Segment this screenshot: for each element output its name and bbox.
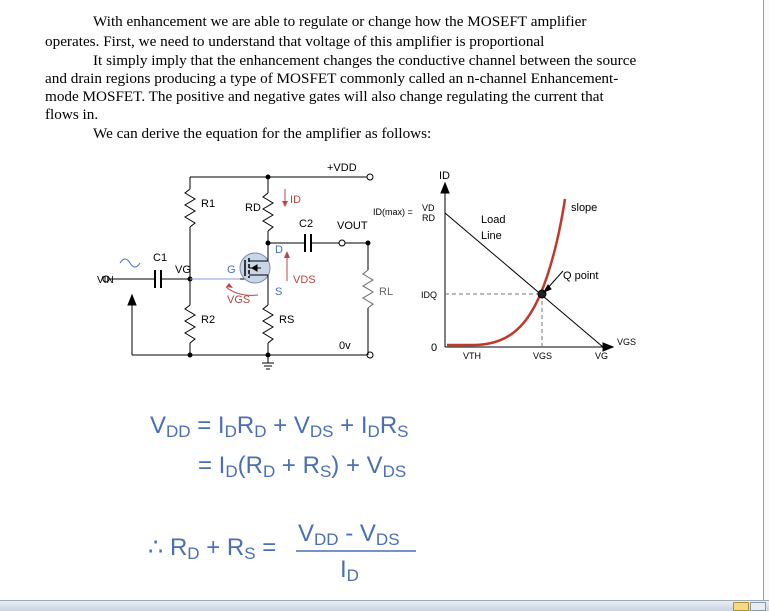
frac-denominator: RD (422, 213, 435, 223)
c1-label: C1 (153, 252, 168, 264)
equation-numerator: VDD - VDS (298, 520, 400, 549)
q-point-label: Q point (563, 270, 599, 282)
load-line-label: Line (481, 230, 502, 242)
paragraph-line: and drain regions producing a type of MOSFET commonly called an n-channel Enhancement- (45, 70, 619, 87)
rl-label: RL (379, 286, 394, 298)
frac-numerator: VD (422, 203, 435, 213)
paragraph-line: operates. First, we need to understand that voltage of this amplifier is proportional (45, 33, 545, 50)
equation-denominator: ID (340, 556, 359, 585)
vin-label: VIN (97, 275, 114, 286)
paragraph-line: It simply imply that the enhancement changes the conductive channel between the source (93, 52, 637, 69)
paragraph-line: flows in. (45, 106, 99, 123)
origin-label: 0 (431, 342, 438, 354)
vds-label: VDS (293, 274, 316, 286)
gate-label: G (227, 264, 236, 276)
idmax-label: ID(max) = (373, 207, 413, 217)
right-gutter (764, 0, 769, 600)
equation-line-2: = ID(RD + RS) + VDS (198, 452, 407, 481)
idq-label: IDQ (421, 290, 438, 300)
id-axis-label: ID (439, 170, 450, 182)
vth-label: VTH (463, 351, 481, 361)
handwritten-equations (140, 395, 500, 585)
graph-labels (373, 170, 636, 361)
vdd-label: +VDD (327, 162, 357, 174)
paragraph-line: We can derive the equation for the amplifier as follows: (93, 125, 432, 142)
rd-label: RD (245, 202, 261, 214)
mosfet-amplifier-figure (95, 155, 640, 380)
equation-line-1: VDD = IDRD + VDS + IDRS (150, 412, 409, 441)
r1-label: R1 (201, 198, 216, 210)
equation-line-3-left: ∴ RD + RS = (148, 534, 277, 563)
zero-volt-label: 0v (339, 340, 351, 352)
vgs-q-label: VGS (533, 351, 553, 361)
c2-label: C2 (299, 218, 314, 230)
load-line-label: Load (481, 214, 506, 226)
paragraph-line: With enhancement we are able to regulate or change how the MOSEFT amplifier (93, 13, 587, 30)
vg-label: VG (175, 264, 191, 276)
paragraph-line: mode MOSFET. The positive and negative gates will also change regulating the current that (45, 88, 604, 105)
vgs-axis-label: VGS (617, 337, 637, 347)
slope-label: slope (571, 202, 598, 214)
vg-tick-label: VG (595, 351, 609, 361)
amplifier-circuit (103, 174, 373, 369)
vgs-label: VGS (227, 294, 251, 306)
status-bar (0, 600, 769, 611)
drain-label: D (275, 244, 283, 256)
rs-label: RS (279, 314, 295, 326)
vout-label: VOUT (337, 220, 368, 232)
id-label: ID (290, 194, 301, 206)
source-label: S (275, 286, 283, 298)
r2-label: R2 (201, 314, 216, 326)
